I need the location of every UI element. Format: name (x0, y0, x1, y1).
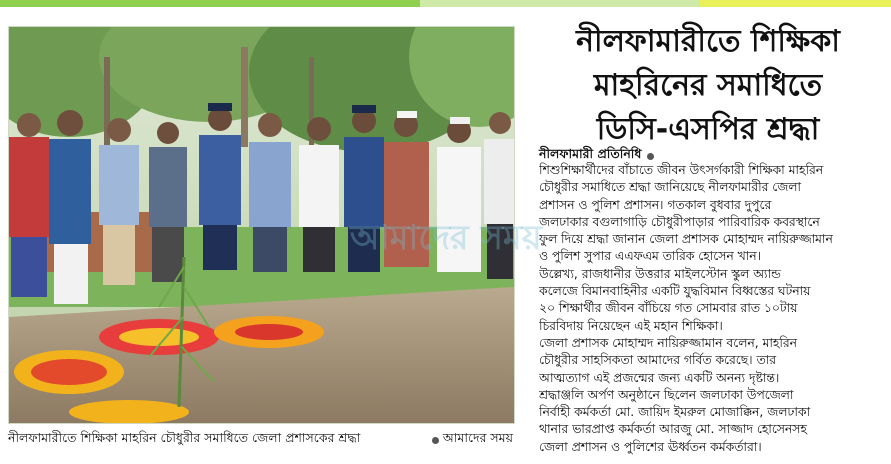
top-color-rule (0, 0, 891, 7)
bullet-icon (647, 153, 654, 160)
body-line: চিরবিদায় নিয়েছেন এই মহান শিক্ষিকা। (539, 318, 723, 333)
rule-segment-light-green (420, 0, 700, 7)
rule-segment-yellow (700, 0, 891, 7)
body-line: শিশুশিক্ষার্থীদের বাঁচাতে জীবন উৎসর্গকারী শিক্ষিকা মাহরিন (539, 163, 824, 177)
photo-credit (432, 430, 513, 450)
headline-line-2: মাহরিনের সমাধিতে (593, 68, 823, 103)
body-line: উল্লেখ্য, রাজধানীর উত্তরার মাইলস্টোন স্কুল অ্যান্ড (539, 266, 781, 281)
body-line: জেলা প্রশাসক মোহাম্মদ নায়িরুজ্জামান বলেন, মাহরিন (539, 335, 797, 350)
body-line: ও পুলিশ সুপার এএফএম তারিক হোসেন খান। (539, 249, 761, 264)
bullet-icon (432, 437, 439, 444)
body-line: আত্মত্যাগ এই প্রজন্মের জন্য একটি অনন্য দৃষ্টান্ত। (539, 370, 780, 385)
watermark: আমাদের সময় (350, 218, 542, 258)
body-line: জলঢাকার বগুলাগাড়ি চৌধুরীপাড়ার পারিবারিক কবরস্থানে (539, 214, 820, 229)
headline (530, 20, 886, 152)
body-line: কলেজে বিমানবাহিনীর একটি যুদ্ধবিমান বিধ্বস্তের ঘটনায় (539, 284, 811, 299)
photo-caption: নীলফামারীতে শিক্ষিকা মাহরিন চৌধুরীর সমাধিতে জেলা প্রশাসকের শ্রদ্ধা (8, 430, 361, 445)
body-line: থানার ভারপ্রাপ্ত কর্মকর্তা আরজু মো. সাজ্জাদ হোসেনসহ (539, 422, 807, 437)
news-photo (8, 26, 515, 424)
body-line: শ্রদ্ধাঞ্জলি অর্পণ অনুষ্ঠানে ছিলেন জলঢাকা উপজেলা (539, 387, 794, 402)
dateline-text: নীলফামারী প্রতিনিধি (539, 146, 642, 161)
body-line: ২০ শিক্ষার্থীর জীবন বাঁচিয়ে গত সোমবার রাত ১০টায় (539, 301, 798, 316)
photo-graveside-prayer (9, 27, 514, 423)
body-line: প্রশাসন ও পুলিশ প্রশাসন। গতকাল বুধবার দুপুরে (539, 197, 772, 212)
photo-caption-bar (8, 428, 513, 452)
article-body (539, 162, 884, 456)
body-line: চৌধুরীর সমাধিতে শ্রদ্ধা জানিয়েছে নীলফামারীর জেলা (539, 180, 801, 195)
body-line: চৌধুরীর সাহসিকতা আমাদের গর্বিত করেছে। তার (539, 353, 777, 368)
body-line: জেলা প্রশাসন ও পুলিশের ঊর্ধ্বতন কর্মকর্তারা। (539, 439, 762, 454)
photo-credit-text: আমাদের সময় (442, 430, 513, 445)
rule-segment-green (0, 0, 420, 7)
body-line: নির্বাহী কর্মকর্তা মো. জায়িদ ইমরুল মোজাক্কিন, জলঢাকা (539, 405, 811, 420)
headline-line-1: নীলফামারীতে শিক্ষিকা (576, 24, 840, 59)
body-line: ফুল দিয়ে শ্রদ্ধা জানান জেলা প্রশাসক মোহাম্মদ নায়িরুজ্জামান (539, 232, 833, 247)
headline-line-3: ডিসি-এসপির শ্রদ্ধা (596, 112, 820, 147)
